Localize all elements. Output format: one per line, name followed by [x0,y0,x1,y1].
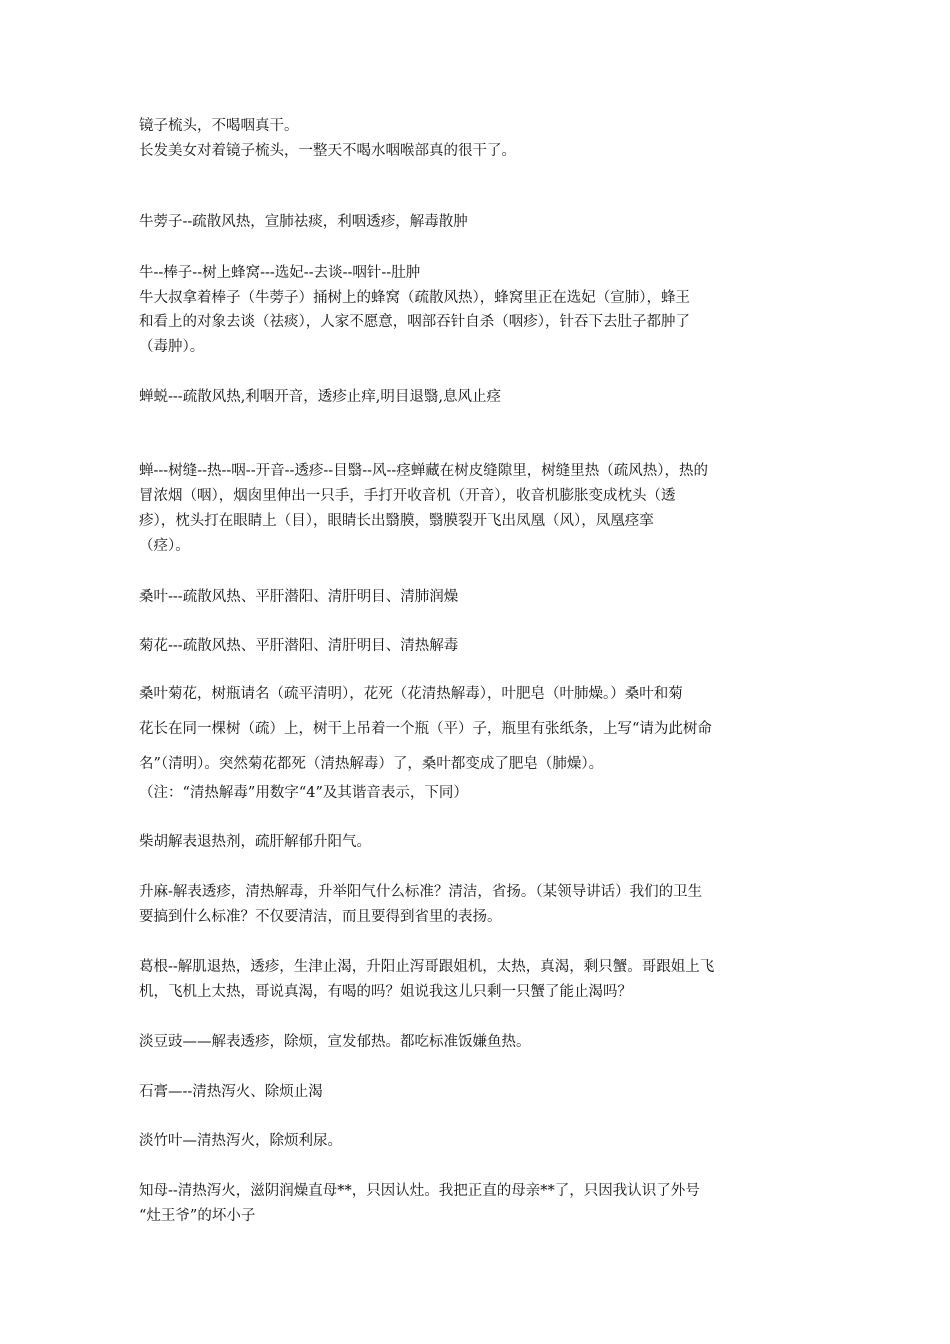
text-line: 长发美女对着镜子梳头，一整天不喝水咽喉部真的很干了。 [139,143,516,159]
text-line: “灶王爷”的坏小子 [139,1208,256,1224]
text-line: 要搞到什么标准？不仅要清洁，而且要得到省里的表扬。 [139,909,502,925]
text-line: 名”（清明）。突然菊花都死（清热解毒）了，桑叶都变成了肥皂（肺燥）。 [139,756,604,772]
text-line: 知母--清热泻火，滋阴润燥直母**，只因认灶。我把正直的母亲**了，只因我认识了外号 [139,1183,700,1199]
text-line: 淡竹叶—清热泻火，除烦利尿。 [139,1133,342,1149]
text-line: 升麻-解表透疹，清热解毒，升举阳气什么标准？清洁，省扬。（某领导讲话）我们的卫生 [139,884,703,900]
text-line: 牛蒡子--疏散风热，宣肺祛痰，利咽透疹，解毒散肿 [139,214,468,230]
text-line: 镜子梳头，不喝咽真干。 [139,118,299,134]
text-line: 柴胡解表退热剂，疏肝解郁升阳气。 [139,834,371,850]
text-line: 葛根--解肌退热，透疹，生津止渴，升阳止泻哥跟姐机，太热，真渴，剩只蟹。哥跟姐上飞 [139,959,715,975]
text-line: 牛大叔拿着棒子（牛蒡子）捅树上的蜂窝（疏散风热），蜂窝里正在选妃（宣肺），蜂王 [139,290,690,306]
text-line: 淡豆豉——解表透疹，除烦，宣发郁热。都吃标准饭嫌鱼热。 [139,1034,531,1050]
text-line: 桑叶---疏散风热、平肝潜阳、清肝明目、清肺润燥 [139,589,459,605]
text-line: 菊花---疏散风热、平肝潜阳、清肝明目、清热解毒 [139,638,459,654]
text-line: 石膏—--清热泻火、除烦止渴 [139,1084,323,1100]
text-line: 蝉蜕---疏散风热,利咽开音，透疹止痒,明目退翳,息风止痉 [139,389,502,405]
text-line: 疹），枕头打在眼睛上（目），眼睛长出翳膜，翳膜裂开飞出凤凰（风），凤凰痉挛 [139,513,654,529]
text-line: 冒浓烟（咽），烟囱里伸出一只手，手打开收音机（开音），收音机膨胀变成枕头（透 [139,488,676,504]
text-line: （毒肿）。 [139,339,205,355]
text-line: 花长在同一棵树（疏）上，树干上吊着一个瓶（平）子，瓶里有张纸条，上写“请为此树命 [139,721,712,737]
text-line: （注：“清热解毒”用数字“4”及其谐音表示，下同） [139,785,468,801]
text-line: 牛--棒子--树上蜂窝---选妃--去谈--咽针--肚肿 [139,265,421,281]
text-line: 桑叶菊花，树瓶请名（疏平清明），花死（花清热解毒），叶肥皂（叶肺燥。）桑叶和菊 [139,686,683,702]
text-line: 机，飞机上太热，哥说真渴，有喝的吗？姐说我这儿只剩一只蟹了能止渴吗？ [139,984,632,1000]
text-line: 和看上的对象去谈（祛痰），人家不愿意，咽部吞针自杀（咽疹），针吞下去肚子都肿了 [139,314,690,330]
text-line: 蝉---树缝--热--咽--开音--透疹--目翳--风--痉蝉藏在树皮缝隙里，树缝里热（疏风热），热的 [139,463,709,479]
text-line: （痉）。 [139,538,190,554]
